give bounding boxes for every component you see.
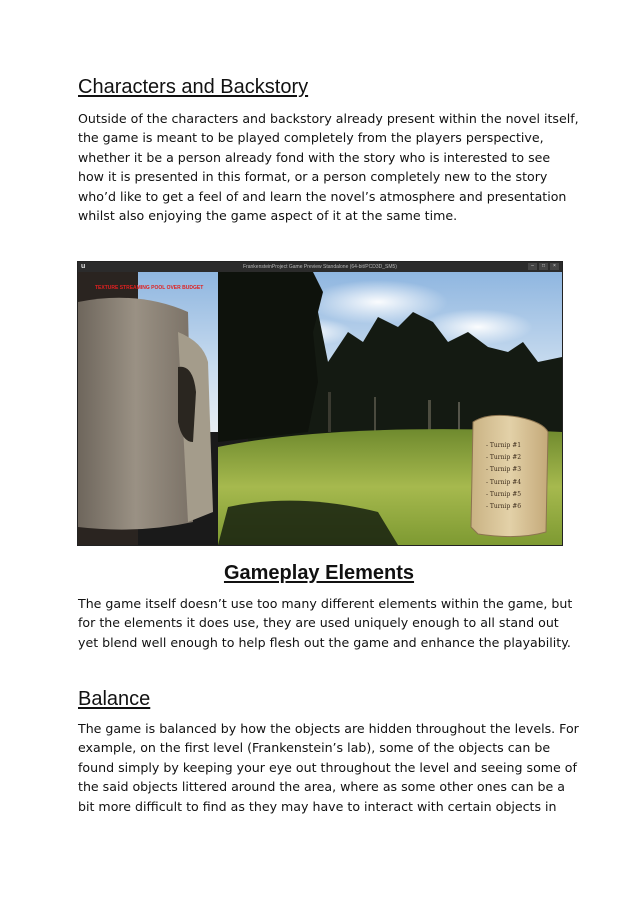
stone-wall: [78, 298, 193, 530]
turnip-checklist: [486, 440, 536, 513]
paragraph-line: The game itself doesn’t use too many different elements within the game, but: [78, 596, 573, 611]
section-heading-gameplay: Gameplay Elements: [223, 562, 415, 584]
tree-trunk: [428, 400, 431, 432]
game-screenshot: [77, 261, 563, 546]
paragraph-line: whilst also enjoying the game aspect of it at the same time.: [78, 208, 458, 224]
paragraph-line: whether it be a person already fond with the story who is interested to see: [78, 149, 551, 165]
checklist-item: - Turnip #1: [486, 442, 522, 449]
gameplay-paragraph: [78, 594, 573, 652]
paragraph-line: found simply by keeping your eye out throughout the level and seeing some of: [78, 759, 577, 775]
paragraph-line: bit more difficult to find as they may have to interact with certain objects in: [78, 798, 557, 814]
tree-canopy: [218, 272, 323, 442]
paragraph-line: yet blend well enough to help flesh out the game and enhance the playability.: [78, 634, 571, 650]
paragraph-line: Outside of the characters and backstory already present within the novel itself,: [78, 111, 579, 126]
window-titlebar: [78, 262, 562, 272]
paragraph-line: who’d like to get a feel of and learn the novel’s atmosphere and presentation: [78, 188, 567, 204]
unreal-logo-icon: u: [81, 263, 86, 270]
maximize-icon: □: [539, 263, 548, 270]
section-heading-characters: Characters and Backstory: [78, 76, 309, 98]
window-controls: [528, 263, 559, 270]
paragraph-line: the game is meant to be played completely from the players perspective,: [78, 130, 544, 146]
tree-trunk: [374, 397, 376, 432]
paragraph-line: The game is balanced by how the objects are hidden throughout the levels. For: [78, 721, 579, 736]
paragraph-line: example, on the first level (Frankenstein’s lab), some of the objects can be: [78, 740, 551, 756]
window-title: FrankensteinProject Game Preview Standalone (64-bit/PCD3D_SM5): [243, 264, 397, 270]
checklist-item: - Turnip #2: [486, 454, 522, 462]
tree-trunk: [328, 392, 331, 432]
paragraph-line: for the elements it does use, they are used uniquely enough to all stand out: [78, 615, 559, 631]
minimize-icon: –: [528, 263, 537, 270]
checklist-item: - Turnip #6: [486, 502, 522, 510]
characters-paragraph: [78, 109, 579, 225]
checklist-item: - Turnip #5: [486, 490, 522, 498]
section-heading-balance: Balance: [78, 688, 151, 710]
debug-message: TEXTURE STREAMING POOL OVER BUDGET: [95, 285, 204, 291]
close-icon: ×: [550, 263, 559, 270]
paragraph-line: how it is presented in this format, or a person completely new to the story: [78, 169, 548, 185]
checklist-item: - Turnip #3: [486, 466, 522, 474]
paragraph-line: the said objects littered around the area, where as some other ones can be a: [78, 779, 566, 795]
checklist-item: - Turnip #4: [486, 478, 522, 486]
balance-paragraph: [78, 719, 579, 816]
tree-trunk: [458, 402, 460, 432]
